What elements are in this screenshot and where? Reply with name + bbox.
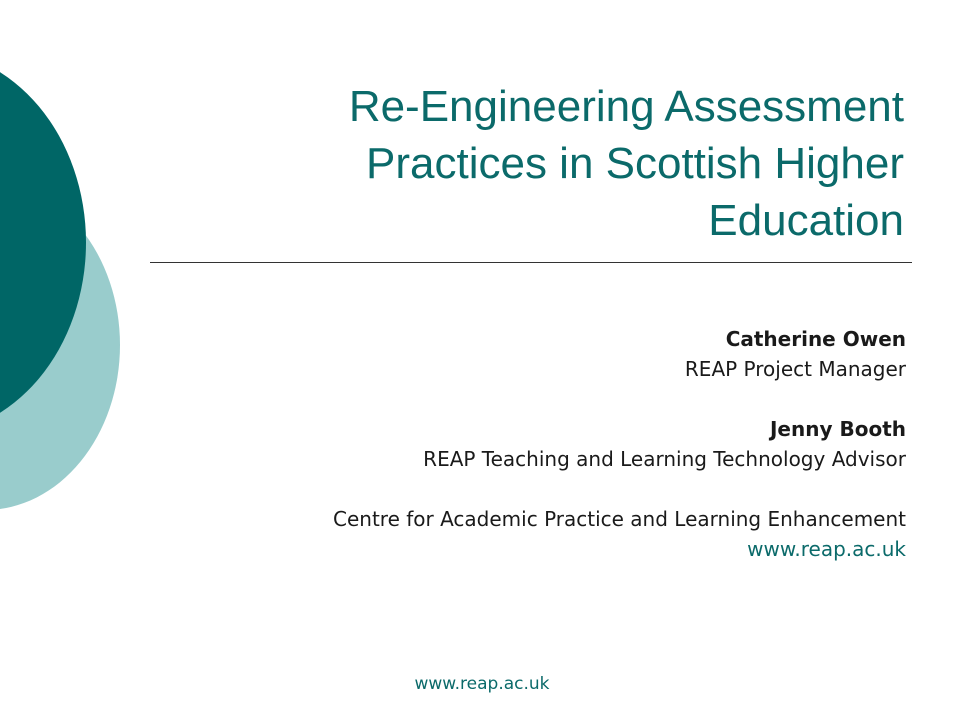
spacer	[146, 474, 906, 504]
title-line: Education	[708, 196, 904, 245]
presenter-name: Catherine Owen	[725, 327, 906, 351]
presenter-block	[146, 324, 906, 564]
spacer	[146, 384, 906, 414]
footer-link[interactable]: www.reap.ac.uk	[414, 674, 550, 694]
organisation-link[interactable]: www.reap.ac.uk	[747, 537, 906, 561]
title-line: Practices in Scottish Higher	[366, 139, 904, 188]
title-line: Re-Engineering Assessment	[348, 82, 904, 131]
presenter-role: REAP Teaching and Learning Technology Advisor	[423, 447, 906, 471]
presenter-role: REAP Project Manager	[684, 357, 906, 381]
slide-title	[264, 78, 904, 249]
organisation-name: Centre for Academic Practice and Learning Enhancement	[333, 507, 906, 531]
title-divider	[150, 262, 912, 263]
presenter-name: Jenny Booth	[769, 417, 906, 441]
